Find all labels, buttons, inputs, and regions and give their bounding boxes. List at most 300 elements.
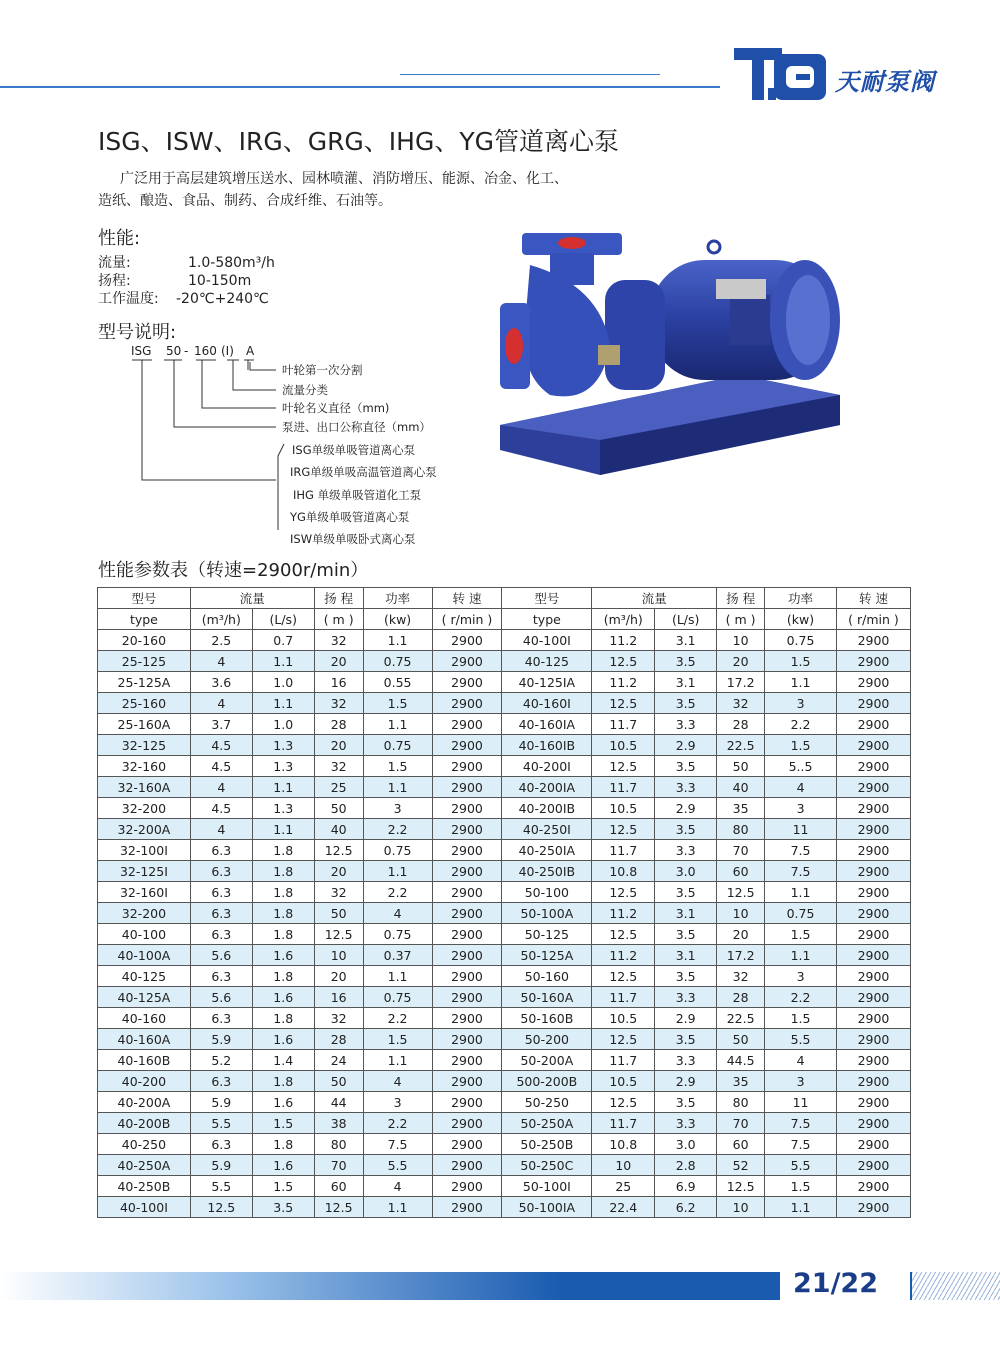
table-cell: 1.8 [252,840,314,861]
table-cell: 3 [363,798,432,819]
model-label: 叶轮第一次分割 [282,363,363,377]
table-cell: 10 [717,630,765,651]
performance-value: 1.0-580m³/h [188,255,275,271]
table-row [98,1050,911,1071]
table-cell: 4.5 [190,756,252,777]
table-unit-cell: (m³/h) [190,609,252,630]
table-cell: 60 [314,1176,363,1197]
table-cell: 12.5 [717,882,765,903]
table-cell: 2900 [432,1155,502,1176]
table-cell: 1.1 [252,693,314,714]
table-cell: 11.7 [592,1113,655,1134]
model-code-series: ISG [131,344,152,358]
footer-hatch [912,1272,1000,1300]
table-header-cell: 功率 [765,588,837,609]
table-cell: 3 [765,1071,837,1092]
table-cell: 50-125A [502,945,592,966]
table-cell: 2900 [836,987,910,1008]
table-cell: 2.2 [363,819,432,840]
model-label: 叶轮名义直径（mm) [282,401,390,415]
table-cell: 2900 [836,756,910,777]
table-cell: 0.75 [363,987,432,1008]
table-cell: 1.5 [363,1029,432,1050]
table-cell: 3.5 [655,924,717,945]
table-cell: 50-160 [502,966,592,987]
table-cell: 2900 [432,987,502,1008]
table-cell: 3.7 [190,714,252,735]
table-cell: 2900 [432,882,502,903]
table-cell: 25 [592,1176,655,1197]
table-cell: 2900 [836,735,910,756]
table-cell: 3 [765,966,837,987]
performance-row-temp [98,290,398,308]
table-cell: 1.3 [252,735,314,756]
table-cell: 3.5 [655,1029,717,1050]
performance-heading: 性能: [98,228,141,249]
table-cell: 4 [363,903,432,924]
table-unit-cell: (kw) [363,609,432,630]
table-cell: 2900 [432,945,502,966]
table-cell: 3 [765,693,837,714]
table-cell: 40-160IA [502,714,592,735]
table-header-cell: 型号 [502,588,592,609]
table-cell: 10.5 [592,1008,655,1029]
table-cell: 0.75 [765,630,837,651]
table-header-cell: 扬 程 [314,588,363,609]
performance-label: 工作温度: [98,291,159,307]
table-cell: 2.2 [363,1113,432,1134]
table-cell: 40-200A [98,1092,191,1113]
table-cell: 28 [314,1029,363,1050]
table-unit-cell: (m³/h) [592,609,655,630]
model-label: ISG单级单吸管道离心泵 [292,443,416,457]
table-cell: 2.2 [765,987,837,1008]
table-cell: 10 [717,903,765,924]
table-row [98,630,911,651]
table-cell: 12.5 [592,693,655,714]
table-cell: 25-125A [98,672,191,693]
table-cell: 2900 [836,861,910,882]
table-row [98,1029,911,1050]
table-cell: 1.8 [252,882,314,903]
table-cell: 50-100A [502,903,592,924]
table-cell: 3.1 [655,630,717,651]
table-cell: 32-200A [98,819,191,840]
table-cell: 1.1 [363,630,432,651]
model-diagram [98,340,518,555]
table-cell: 1.5 [765,651,837,672]
table-cell: 3.5 [655,756,717,777]
table-cell: 12.5 [592,1029,655,1050]
table-cell: 0.7 [252,630,314,651]
table-cell: 1.1 [363,966,432,987]
model-code-cut: A [246,344,255,358]
table-cell: 6.3 [190,903,252,924]
table-cell: 50-160A [502,987,592,1008]
table-cell: 44.5 [717,1050,765,1071]
table-cell: 40 [717,777,765,798]
table-unit-cell: ( r/min ) [432,609,502,630]
table-cell: 3.3 [655,840,717,861]
table-cell: 4 [765,777,837,798]
table-cell: 40-200IA [502,777,592,798]
table-cell: 20 [314,735,363,756]
table-row [98,1197,911,1218]
table-cell: 10.8 [592,861,655,882]
table-cell: 12.5 [314,1197,363,1218]
table-cell: 6.3 [190,861,252,882]
performance-row-head [98,272,398,290]
table-cell: 1.1 [765,1197,837,1218]
table-cell: 22.4 [592,1197,655,1218]
table-cell: 24 [314,1050,363,1071]
table-cell: 22.5 [717,1008,765,1029]
table-cell: 40-100I [98,1197,191,1218]
table-cell: 5..5 [765,756,837,777]
table-cell: 2.8 [655,1155,717,1176]
table-cell: 2.9 [655,1008,717,1029]
table-cell: 40-250IB [502,861,592,882]
table-cell: 1.1 [363,1197,432,1218]
table-cell: 2900 [836,672,910,693]
table-cell: 40-125 [98,966,191,987]
table-cell: 4 [363,1071,432,1092]
table-cell: 3.3 [655,987,717,1008]
table-cell: 12.5 [314,840,363,861]
table-cell: 5.9 [190,1092,252,1113]
table-cell: 12.5 [592,882,655,903]
table-cell: 2900 [836,714,910,735]
table-cell: 40-125 [502,651,592,672]
table-cell: 2900 [432,861,502,882]
page-number: 21/22 [793,1268,879,1299]
table-cell: 2900 [432,777,502,798]
performance-table [97,587,911,1218]
table-cell: 2900 [432,1071,502,1092]
table-cell: 2900 [432,1008,502,1029]
table-cell: 2900 [432,1134,502,1155]
table-cell: 10.5 [592,798,655,819]
table-cell: 20 [717,924,765,945]
table-cell: 4.5 [190,798,252,819]
table-cell: 11 [765,1092,837,1113]
table-cell: 2900 [432,714,502,735]
table-cell: 0.75 [363,840,432,861]
table-cell: 6.3 [190,1134,252,1155]
table-cell: 40-250I [502,819,592,840]
table-header-cell: 扬 程 [717,588,765,609]
table-cell: 32-160 [98,756,191,777]
table-cell: 22.5 [717,735,765,756]
table-cell: 1.1 [765,882,837,903]
table-cell: 40-160A [98,1029,191,1050]
table-cell: 80 [717,819,765,840]
table-cell: 3.3 [655,1050,717,1071]
table-cell: 50-100 [502,882,592,903]
table-cell: 2900 [836,945,910,966]
table-cell: 11 [765,819,837,840]
table-cell: 50-250C [502,1155,592,1176]
table-cell: 25-160 [98,693,191,714]
model-label: 泵进、出口公称直径（mm） [282,420,431,434]
table-cell: 20 [717,651,765,672]
table-cell: 17.2 [717,945,765,966]
table-cell: 5.5 [765,1029,837,1050]
table-unit-cell: ( m ) [717,609,765,630]
table-cell: 5.2 [190,1050,252,1071]
table-cell: 2900 [432,840,502,861]
table-cell: 50-160B [502,1008,592,1029]
table-cell: 2900 [432,1113,502,1134]
table-row [98,903,911,924]
table-cell: 50-200 [502,1029,592,1050]
table-cell: 11.7 [592,714,655,735]
table-cell: 10.5 [592,1071,655,1092]
table-cell: 1.8 [252,924,314,945]
table-cell: 32-200 [98,798,191,819]
table-cell: 1.1 [765,672,837,693]
table-cell: 7.5 [765,861,837,882]
table-cell: 3.3 [655,777,717,798]
table-row [98,1071,911,1092]
table-cell: 28 [717,987,765,1008]
table-cell: 4 [765,1050,837,1071]
table-row [98,714,911,735]
table-cell: 50-100IA [502,1197,592,1218]
table-row [98,1092,911,1113]
brand-name: 天耐泵阀 [835,68,935,96]
table-cell: 7.5 [765,1134,837,1155]
table-cell: 80 [717,1092,765,1113]
table-cell: 1.1 [252,819,314,840]
performance-row-flow [98,254,398,272]
table-cell: 2900 [836,1155,910,1176]
table-row [98,1176,911,1197]
table-cell: 50-250A [502,1113,592,1134]
table-row [98,1134,911,1155]
table-cell: 2900 [836,819,910,840]
table-cell: 40-200I [502,756,592,777]
table-cell: 7.5 [363,1134,432,1155]
table-cell: 40-250 [98,1134,191,1155]
table-cell: 3.5 [655,651,717,672]
table-cell: 2900 [836,882,910,903]
table-cell: 6.3 [190,882,252,903]
table-cell: 2900 [836,1029,910,1050]
table-cell: 4 [190,693,252,714]
table-row [98,1113,911,1134]
table-cell: 2.2 [765,714,837,735]
table-cell: 20 [314,651,363,672]
table-cell: 32 [314,630,363,651]
table-cell: 2.9 [655,1071,717,1092]
table-cell: 3 [363,1092,432,1113]
table-cell: 1.6 [252,945,314,966]
table-cell: 5.5 [190,1176,252,1197]
table-cell: 11.7 [592,840,655,861]
table-unit-cell: (L/s) [655,609,717,630]
table-cell: 40-250A [98,1155,191,1176]
table-cell: 50 [314,798,363,819]
table-cell: 12.5 [592,1092,655,1113]
table-cell: 2900 [432,966,502,987]
table-cell: 3.5 [655,882,717,903]
table-cell: 60 [717,861,765,882]
table-cell: 1.0 [252,672,314,693]
model-label: ISW单级单吸卧式离心泵 [290,532,416,546]
table-cell: 25-160A [98,714,191,735]
table-cell: 16 [314,987,363,1008]
table-unit-cell: (kw) [765,609,837,630]
model-heading: 型号说明: [98,322,177,343]
intro-text: 广泛用于高层建筑增压送水、园林喷灌、消防增压、能源、冶金、化工、造纸、酿造、食品、制药、合成纤维、石油等。 [98,171,568,209]
table-cell: 3.5 [655,819,717,840]
table-cell: 1.1 [252,651,314,672]
table-cell: 50 [314,1071,363,1092]
table-cell: 2900 [432,1176,502,1197]
performance-label: 流量: [98,255,131,271]
model-code-impeller: 160 [194,344,217,358]
table-cell: 2900 [836,1197,910,1218]
table-cell: 6.3 [190,1071,252,1092]
header-rule [0,86,720,88]
table-row [98,777,911,798]
table-cell: 40-200IB [502,798,592,819]
table-cell: 40-125IA [502,672,592,693]
table-cell: 12.5 [190,1197,252,1218]
table-cell: 40-200 [98,1071,191,1092]
table-cell: 2900 [432,693,502,714]
table-cell: 1.6 [252,1029,314,1050]
table-row [98,882,911,903]
table-cell: 11.2 [592,903,655,924]
table-cell: 40-160I [502,693,592,714]
table-cell: 10 [592,1155,655,1176]
table-row [98,966,911,987]
table-cell: 2900 [836,1176,910,1197]
table-cell: 50-100I [502,1176,592,1197]
table-cell: 1.6 [252,1155,314,1176]
table-cell: 50-200A [502,1050,592,1071]
table-cell: 1.5 [252,1176,314,1197]
table-row [98,861,911,882]
table-cell: 1.1 [363,777,432,798]
table-cell: 2900 [836,651,910,672]
table-cell: 40-125A [98,987,191,1008]
table-heading: 性能参数表（转速=2900r/min） [98,560,369,581]
table-cell: 2900 [432,819,502,840]
model-code-flow: (I) [221,344,234,358]
table-cell: 50-250B [502,1134,592,1155]
table-cell: 2900 [836,630,910,651]
table-cell: 3.5 [655,1092,717,1113]
table-cell: 40-250IA [502,840,592,861]
table-cell: 12.5 [592,756,655,777]
table-cell: 2900 [836,924,910,945]
table-cell: 11.7 [592,987,655,1008]
table-cell: 2900 [432,798,502,819]
performance-label: 扬程: [98,273,131,289]
table-row [98,987,911,1008]
table-cell: 80 [314,1134,363,1155]
table-cell: 28 [314,714,363,735]
table-cell: 3.5 [655,693,717,714]
performance-value: -20℃+240℃ [176,291,269,307]
table-cell: 12.5 [592,966,655,987]
table-cell: 35 [717,798,765,819]
table-cell: 1.4 [252,1050,314,1071]
table-cell: 60 [717,1134,765,1155]
table-cell: 3.0 [655,1134,717,1155]
table-cell: 1.5 [363,693,432,714]
table-cell: 4 [363,1176,432,1197]
table-cell: 44 [314,1092,363,1113]
table-cell: 3.6 [190,672,252,693]
table-cell: 2.2 [363,882,432,903]
table-header-row [98,588,911,609]
table-cell: 6.3 [190,924,252,945]
table-cell: 2900 [836,903,910,924]
table-cell: 1.5 [765,1176,837,1197]
table-cell: 1.5 [363,756,432,777]
table-cell: 4 [190,651,252,672]
table-cell: 1.1 [252,777,314,798]
table-cell: 1.8 [252,1071,314,1092]
table-cell: 2900 [836,798,910,819]
table-cell: 32 [314,756,363,777]
table-cell: 1.1 [363,861,432,882]
table-cell: 2900 [836,693,910,714]
table-cell: 2900 [432,1029,502,1050]
table-header-cell: 流量 [592,588,717,609]
table-cell: 4 [190,777,252,798]
table-unit-cell: type [98,609,191,630]
table-header-cell: 型号 [98,588,191,609]
pump-illustration [490,225,850,505]
table-cell: 2.9 [655,735,717,756]
footer-gradient [0,1272,560,1300]
table-cell: 40-160B [98,1050,191,1071]
table-row [98,1155,911,1176]
table-cell: 10 [717,1197,765,1218]
table-cell: 11.7 [592,777,655,798]
table-cell: 40-100 [98,924,191,945]
table-cell: 5.6 [190,987,252,1008]
table-cell: 2900 [836,1071,910,1092]
table-row [98,735,911,756]
table-cell: 3.5 [252,1197,314,1218]
table-row [98,798,911,819]
model-label: IHG 单级单吸管道化工泵 [293,488,422,502]
table-cell: 32 [314,882,363,903]
table-cell: 1.8 [252,861,314,882]
table-cell: 5.6 [190,945,252,966]
table-cell: 32 [314,693,363,714]
table-cell: 32-200 [98,903,191,924]
table-cell: 5.5 [363,1155,432,1176]
table-cell: 1.3 [252,756,314,777]
table-header-cell: 转 速 [836,588,910,609]
table-header-cell: 流量 [190,588,314,609]
table-cell: 40-250B [98,1176,191,1197]
table-cell: 12.5 [314,924,363,945]
table-cell: 2900 [836,777,910,798]
table-cell: 40 [314,819,363,840]
table-cell: 32 [717,966,765,987]
table-cell: 6.3 [190,840,252,861]
table-cell: 2900 [432,630,502,651]
model-label: YG单级单吸管道离心泵 [290,510,410,524]
